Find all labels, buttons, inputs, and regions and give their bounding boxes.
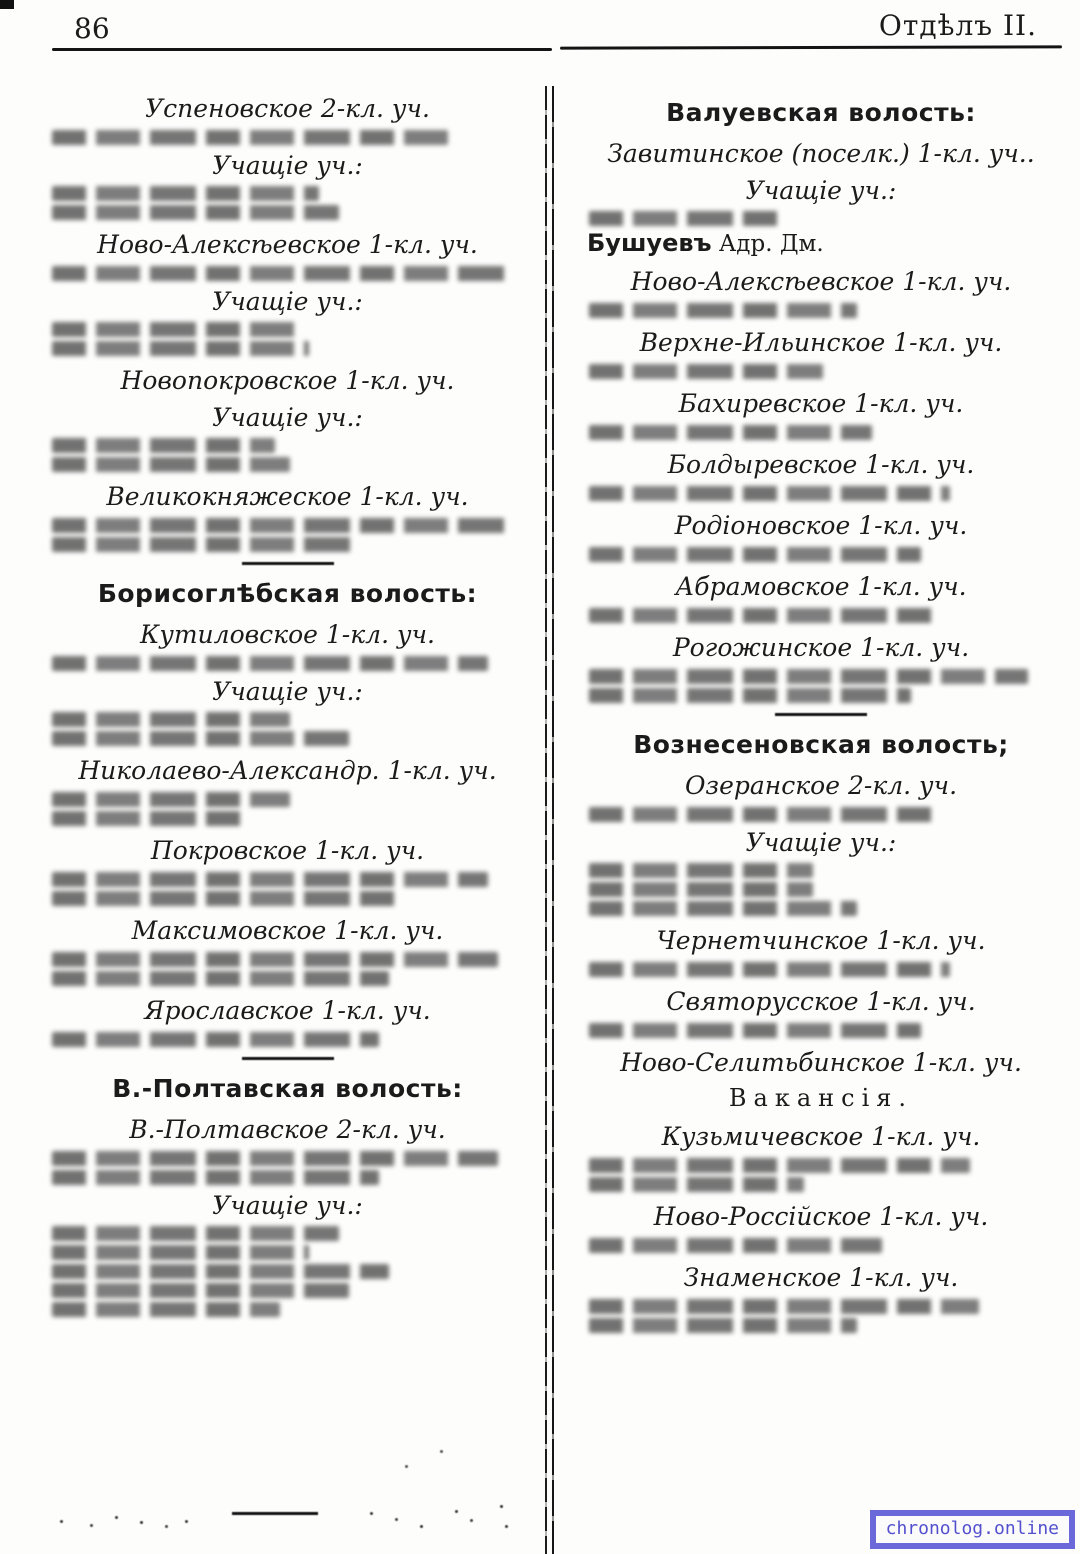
section-title: Отдѣлъ II. bbox=[878, 9, 1037, 42]
blurred-name-line bbox=[52, 1032, 379, 1047]
blurred-name-line bbox=[589, 901, 857, 916]
school-heading: Кутиловское 1-кл. уч. bbox=[140, 620, 435, 649]
blurred-name-line bbox=[52, 1302, 280, 1317]
blurred-name-line bbox=[589, 211, 784, 226]
blurred-name-line bbox=[589, 863, 813, 878]
page-number: 86 bbox=[74, 12, 110, 45]
school-heading: Ярославское 1-кл. уч. bbox=[144, 996, 431, 1025]
blurred-name-line bbox=[52, 518, 507, 533]
school-heading: Святорусское 1-кл. уч. bbox=[666, 987, 976, 1016]
pupils-subheading: Учащіе уч.: bbox=[212, 151, 363, 180]
left-column bbox=[40, 84, 535, 1321]
teacher-surname: Бушуевъ bbox=[587, 229, 712, 257]
blurred-name-line bbox=[52, 656, 488, 671]
blurred-name-line bbox=[589, 1299, 979, 1314]
blurred-name-line bbox=[52, 891, 399, 906]
header-rule-right bbox=[560, 45, 1062, 49]
blurred-name-line bbox=[589, 1177, 804, 1192]
blurred-name-line bbox=[589, 425, 872, 440]
blurred-name-line bbox=[52, 872, 488, 887]
blurred-name-line bbox=[589, 807, 940, 822]
blurred-name-line bbox=[52, 537, 359, 552]
blurred-name-line bbox=[52, 1170, 379, 1185]
section-divider bbox=[242, 562, 334, 565]
school-heading: Ново-Россійское 1-кл. уч. bbox=[653, 1202, 989, 1231]
blurred-name-line bbox=[52, 438, 275, 453]
volost-heading: Вознесеновская волость; bbox=[633, 730, 1009, 759]
blurred-name-line bbox=[52, 322, 300, 337]
school-heading: Знаменское 1-кл. уч. bbox=[683, 1263, 959, 1292]
school-heading: Болдыревское 1-кл. уч. bbox=[667, 450, 975, 479]
school-heading: Чернетчинское 1-кл. уч. bbox=[656, 926, 986, 955]
scan-corner-artifact bbox=[0, 0, 14, 9]
pupils-subheading: Учащіе уч.: bbox=[745, 828, 897, 857]
blurred-name-line bbox=[52, 1264, 389, 1279]
school-heading: Николаево-Александр. 1-кл. уч. bbox=[78, 756, 497, 785]
volost-heading: В.-Полтавская волость: bbox=[112, 1074, 463, 1103]
volost-heading: Валуевская волость: bbox=[666, 98, 976, 127]
school-heading: Рогожинское 1-кл. уч. bbox=[672, 633, 970, 662]
blurred-name-line bbox=[589, 1318, 857, 1333]
blurred-name-line bbox=[589, 688, 911, 703]
school-heading: Ново-Алексѣевское 1-кл. уч. bbox=[630, 267, 1012, 296]
teacher-initials: Адр. Дм. bbox=[711, 231, 824, 257]
vacancy-note: Вакансія. bbox=[728, 1084, 914, 1112]
blurred-name-line bbox=[52, 130, 448, 145]
school-heading: Покровское 1-кл. уч. bbox=[150, 836, 425, 865]
watermark-text: chronolog.online bbox=[876, 1516, 1069, 1543]
pupils-subheading: Учащіе уч.: bbox=[212, 403, 363, 432]
school-heading: Великокняжеское 1-кл. уч. bbox=[106, 482, 469, 511]
blurred-name-line bbox=[589, 486, 950, 501]
blurred-name-line bbox=[52, 731, 349, 746]
school-heading: Максимовское 1-кл. уч. bbox=[131, 916, 444, 945]
blurred-name-line bbox=[589, 303, 857, 318]
right-column bbox=[577, 84, 1065, 1337]
blurred-name-line bbox=[589, 882, 813, 897]
watermark-frame bbox=[870, 1510, 1075, 1549]
blurred-name-line bbox=[52, 1283, 349, 1298]
pupils-subheading: Учащіе уч.: bbox=[212, 287, 363, 316]
pupils-subheading: Учащіе уч.: bbox=[212, 1191, 363, 1220]
section-divider bbox=[242, 1057, 334, 1060]
school-heading: Новопокровское 1-кл. уч. bbox=[120, 366, 455, 395]
blurred-name-line bbox=[52, 457, 290, 472]
section-divider bbox=[232, 1512, 318, 1515]
school-heading: Родіоновское 1-кл. уч. bbox=[674, 511, 968, 540]
blurred-name-line bbox=[52, 186, 319, 201]
blurred-name-line bbox=[52, 811, 250, 826]
blurred-name-line bbox=[589, 1158, 970, 1173]
blurred-name-line bbox=[52, 1245, 309, 1260]
school-heading: Верхне-Ильинское 1-кл. уч. bbox=[639, 328, 1003, 357]
school-heading: Кузьмичевское 1-кл. уч. bbox=[661, 1122, 981, 1151]
school-heading: Бахиревское 1-кл. уч. bbox=[678, 389, 964, 418]
blurred-name-line bbox=[589, 962, 950, 977]
pupils-subheading: Учащіе уч.: bbox=[212, 677, 363, 706]
school-heading: Успеновское 2-кл. уч. bbox=[145, 94, 430, 123]
pupils-subheading: Учащіе уч.: bbox=[745, 176, 897, 205]
blurred-name-line bbox=[52, 1226, 339, 1241]
blurred-name-line bbox=[52, 792, 290, 807]
blurred-name-line bbox=[52, 1151, 498, 1166]
scan-noise-dots bbox=[60, 1520, 63, 1523]
school-heading: Ново-Селитьбинское 1-кл. уч. bbox=[620, 1048, 1022, 1077]
blurred-name-line bbox=[52, 971, 389, 986]
blurred-name-line bbox=[52, 712, 290, 727]
column-divider-line bbox=[552, 86, 554, 1554]
column-divider-line bbox=[545, 86, 547, 1554]
blurred-name-line bbox=[52, 205, 339, 220]
school-heading: Абрамовское 1-кл. уч. bbox=[675, 572, 967, 601]
blurred-name-line bbox=[589, 547, 921, 562]
volost-heading: Борисоглѣбская волость: bbox=[97, 579, 478, 608]
blurred-name-line bbox=[589, 1238, 882, 1253]
teacher-name bbox=[587, 230, 1065, 257]
blurred-name-line bbox=[589, 669, 1028, 684]
blurred-name-line bbox=[589, 608, 940, 623]
blurred-name-line bbox=[52, 341, 309, 356]
section-divider bbox=[775, 713, 867, 716]
blurred-name-line bbox=[52, 952, 498, 967]
blurred-name-line bbox=[589, 364, 823, 379]
school-heading: Озеранское 2-кл. уч. bbox=[684, 771, 958, 800]
school-heading: Ново-Алексѣевское 1-кл. уч. bbox=[97, 230, 478, 259]
blurred-name-line bbox=[589, 1023, 921, 1038]
header-rule-left bbox=[52, 48, 552, 51]
blurred-name-line bbox=[52, 266, 507, 281]
school-heading: Завитинское (поселк.) 1-кл. уч.. bbox=[607, 139, 1035, 168]
school-heading: В.-Полтавское 2-кл. уч. bbox=[129, 1115, 446, 1144]
